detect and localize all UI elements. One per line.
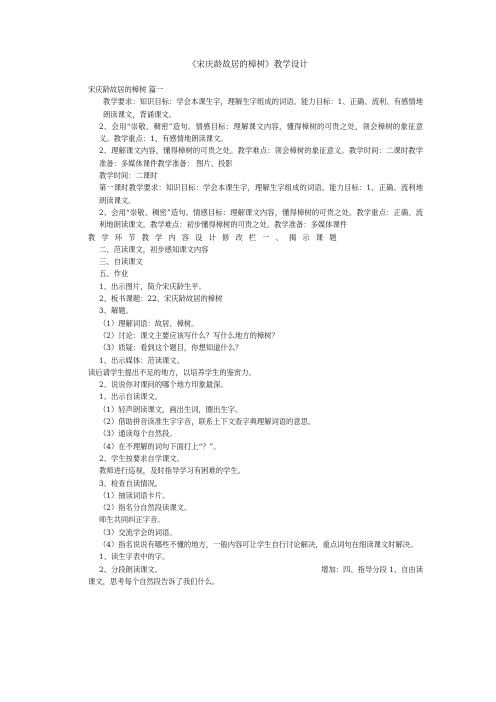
list-item: 三、自读课文	[99, 257, 143, 267]
paragraph-split-line	[88, 564, 423, 576]
list-item: （3）交流学会的词语。	[99, 527, 177, 537]
paragraph: 2、会用“崇敬、稠密”造句。情感目标：理解课文内容，懂得樟树的可贵之处，领会樟树的象征意义。教学重点：1、有感情地朗读课文。	[99, 121, 423, 144]
section-heading: 宋庆龄故居的樟树 篇一	[88, 85, 164, 94]
list-item: （4）在不理解的词句下面打上“？”。	[99, 441, 221, 451]
list-item: 2、学生按要求自学课文。	[99, 453, 184, 463]
paragraph: 教学要求：知识目标：学会本课生字，理解生字组成的词语。能力目标：1、正确、流利、有感情地朗读课文，背诵课文。	[103, 97, 423, 119]
list-item: 二、范读课文，初步感知课文内容	[99, 244, 209, 254]
document-title: 《宋庆龄故居的樟树》教学设计	[187, 59, 309, 69]
list-item: 3、解题。	[99, 306, 133, 316]
paragraph: 教学环节教学内容设计修改栏一、揭示课题	[88, 232, 343, 242]
list-item: 1、出示图片，简介宋庆龄生平。	[99, 281, 206, 291]
list-item: （2）借助拼音读准生字字音，联系上下文查字典理解词语的意思。	[99, 417, 316, 427]
list-item: （2）讨论：课文主要应该写什么？写什么地方的樟树？	[99, 330, 279, 340]
list-item: （1）理解词语：故居、樟树。	[99, 318, 199, 328]
list-item: 2、板书课题：22、宋庆龄故居的樟树	[99, 294, 223, 304]
list-item: （1）抽读词语卡片。	[99, 490, 170, 500]
paragraph: 2、会用“崇敬、稠密”造句。情感目标：理解课文内容，懂得樟树的可贵之处。教学重点：正确、流利地朗读课文。教学难点：初步懂得樟树的可贵之处。教学准备：多媒体课件	[99, 207, 423, 230]
list-item: （4）指名说说有哪些不懂的地方，一般内容可让学生自行讨论解决，重点词句在细读课文时解决。	[99, 539, 418, 549]
list-item: 2、说说你对课问的哪个地方印象最深。	[99, 380, 228, 390]
list-item: （1）轻声朗读课文，画出生词，圈出生字。	[99, 404, 243, 414]
list-item: 1、出示自读课文。	[99, 392, 163, 402]
paragraph: 教学时间：二课时	[99, 171, 158, 181]
list-item: （3）通读每个自然段。	[99, 429, 177, 439]
document-body	[88, 84, 423, 588]
list-item: 1、出示媒体：范读课文。	[99, 355, 184, 365]
list-item: 五、作业	[99, 269, 129, 279]
list-item: 3、检查自读情况。	[99, 478, 163, 488]
list-item: 1、读生字表中的字。	[99, 552, 170, 562]
paragraph: 课文，思考每个自然段告诉了我们什么。	[88, 576, 220, 586]
paragraph: 第一课时教学要求：知识目标：学会本课生字，理解生字组成的词语。能力目标：1、正确、流利地朗读课文。	[99, 183, 423, 205]
paragraph: 师生共同纠正字音。	[99, 515, 165, 525]
margin-note: 增加：四、指导分段 1、自由读	[321, 564, 423, 574]
list-item: （3）质疑：看到这个题目，你想知道什么？	[99, 343, 243, 353]
paragraph: 教师进行巡视，及时指导学习有困难的学生。	[99, 466, 245, 476]
list-item: （2）指名分自然段读课文。	[99, 503, 192, 513]
list-item: 2、分段朗读课文。	[99, 564, 163, 574]
paragraph: 读后请学生提出不足的地方，以培养学生的鉴赏力。	[88, 367, 256, 377]
paragraph: 2、理解课文内容，懂得樟树的可贵之处。教学难点：领会樟树的象征意义。教学时间：二课时教学准备：多媒体课件教学准备： 图片、投影	[99, 146, 423, 168]
